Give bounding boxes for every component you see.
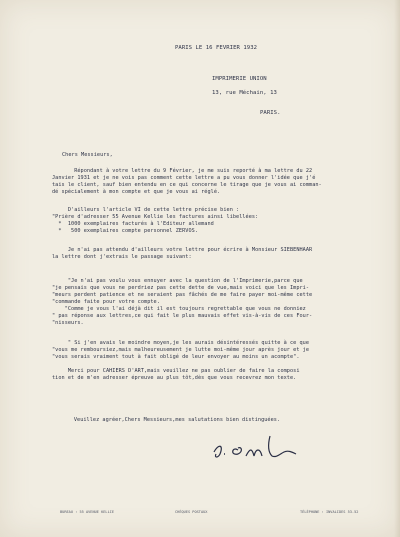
footer-postal: CHÈQUES POSTAUX — [175, 510, 208, 514]
footer-address: BUREAU : 55 AVENUE KELLIE — [60, 510, 115, 514]
letter-date: PARIS LE 16 FEVRIER 1932 — [175, 45, 258, 51]
handwritten-signature — [210, 432, 300, 462]
paragraph-2: D'ailleurs l'article VI de cette lettre précise bien : "Prière d'adresser 55 Avenue Kellie les factures ainsi libellées: * 1000 exemplaires facturés à l'Editeur allemand * 500 exemplaires compte personnel ZERVOS. — [52, 207, 259, 234]
paragraph-1: Répondant à votre lettre du 9 Février, je me suis reporté à ma lettre du 22 Janvier 1931 et je ne vois pas comment cette lettre a pu vous donner l'idée que j'é tais le client, sauf bien entendu en ce qui concerne le tirage que je vous ai comman- dé spécialement à mon compte et que je vous ai réglé. — [52, 168, 322, 195]
recipient-street: 13, rue Méchain, 13 — [212, 90, 277, 96]
greeting: Chers Messieurs, — [62, 152, 113, 158]
paragraph-6: Merci pour CAHIERS D'ART,mais veuillez ne pas oublier de faire la composi tion et de m'en adresser épreuve au plus tôt,dès que vous recevrez mon texte. — [52, 368, 300, 381]
quoted-passage-2: " Si j'en avais le moindre moyen,je les aurais désintéressés quitte à ce que "vous me remboursiez,mais malheureusement je lutte moi-même jour après jour et je "vous serais vraiment tout à fait obligé de leur envoyer au moins un acompte". — [52, 340, 310, 360]
paragraph-3: Je n'ai pas attendu d'ailleurs votre lettre pour écrire à Monsieur SIEBENHAAR la lettre dont j'extrais le passage suivant: — [52, 247, 313, 260]
recipient-name: IMPRIMERIE UNION — [212, 76, 267, 82]
footer-phone: TÉLÉPHONE : INVALIDES 53-52 — [300, 510, 359, 514]
recipient-city: PARIS. — [260, 110, 281, 116]
quoted-passage-1: "Je n'ai pas voulu vous ennuyer avec la question de l'Imprimerie,parce que "je pensais que vous ne perdriez pas cette dette de vue,mais voici que les Impri- "meurs perdent patience et ne seraient pas fâchés de me faire payer moi-même cette "commande faite pour votre compte. "Comme je vous l'ai déjà dit il est toujours regrettable que vous ne donniez " pas réponse aux lettres,ce qui fait le plus mauvais effet vis-à-vis de ces Four- "nisseurs. — [52, 278, 313, 326]
closing: Veuillez agréer,Chers Messieurs,mes salutations bien distinguées. — [58, 417, 281, 423]
